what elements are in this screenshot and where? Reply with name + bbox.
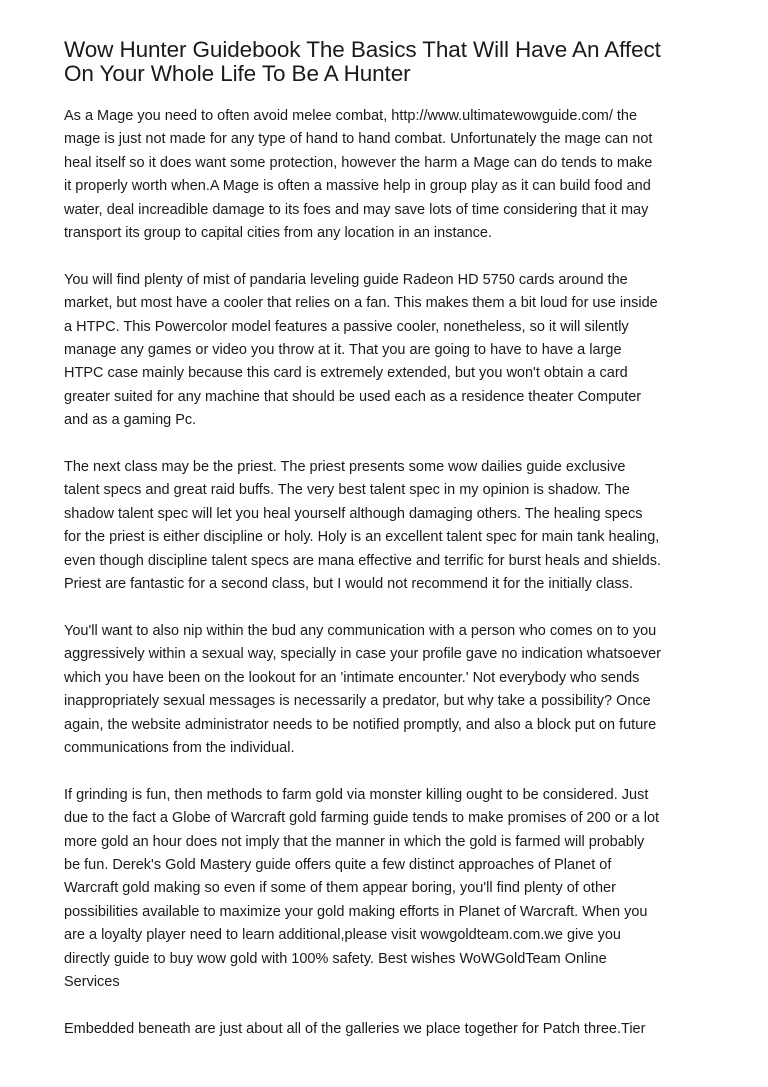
text-line: manage any games or video you throw at it. That you are going to have to have a large: [64, 342, 622, 359]
document-page: [64, 38, 714, 1065]
text-line: HTPC case mainly because this card is extremely extended, but you won't obtain a card: [64, 365, 628, 382]
paragraph-galleries: [64, 1018, 714, 1041]
text-line: be fun. Derek's Gold Mastery guide offers quite a few distinct approaches of Planet of: [64, 856, 612, 873]
text-line: water, deal increadible damage to its foes and may save lots of time considering that it may: [64, 201, 649, 218]
text-line: more gold an hour does not imply that the manner in which the gold is farmed will probably: [64, 833, 645, 850]
title-line: Wow Hunter Guidebook The Basics That Will Have An Affect: [64, 37, 661, 62]
text-line: shadow talent spec will let you heal yourself although damaging others. The healing specs: [64, 505, 643, 522]
text-line: again, the website administrator needs to be notified promptly, and also a block put on future: [64, 716, 657, 733]
text-line: even though discipline talent specs are mana effective and terrific for burst heals and shields.: [64, 552, 661, 569]
text-line: If grinding is fun, then methods to farm gold via monster killing ought to be considered. Just: [64, 786, 649, 803]
text-line: Warcraft gold making so even if some of them appear boring, you'll find plenty of other: [64, 880, 616, 897]
text-line: talent specs and great raid buffs. The very best talent spec in my opinion is shadow. The: [64, 482, 630, 499]
text-line: possibilities available to maximize your gold making efforts in Planet of Warcraft. When you: [64, 903, 648, 920]
text-line: The next class may be the priest. The priest presents some wow dailies guide exclusive: [64, 459, 626, 476]
text-line: As a Mage you need to often avoid melee combat, http://www.ultimatewowguide.com/ the: [64, 108, 638, 124]
text-line: heal itself so it does want some protection, however the harm a Mage can do tends to make: [64, 154, 653, 171]
text-line: market, but most have a cooler that relies on a fan. This makes them a bit loud for use inside: [64, 295, 658, 312]
text-line: and as a gaming Pc.: [64, 412, 197, 429]
text-line: greater suited for any machine that should be used each as a residence theater Computer: [64, 388, 642, 405]
text-line: Priest are fantastic for a second class, but I would not recommend it for the initially class.: [64, 576, 633, 593]
text-line: directly guide to buy wow gold with 100% safety. Best wishes WoWGoldTeam Online: [64, 950, 607, 967]
paragraph-mage: [64, 105, 714, 245]
paragraph-communication: [64, 620, 714, 760]
text-line: Services: [64, 973, 120, 990]
text-line: Embedded beneath are just about all of the galleries we place together for Patch three.Tier: [64, 1020, 646, 1037]
text-line: aggressively within a sexual way, specially in case your profile gave no indication whatsoever: [64, 646, 661, 663]
text-line: communications from the individual.: [64, 739, 295, 756]
text-line: mage is just not made for any type of hand to hand combat. Unfortunately the mage can not: [64, 131, 653, 148]
text-line: which you have been on the lookout for an 'intimate encounter.' Not everybody who sends: [64, 669, 640, 686]
text-line: due to the fact a Globe of Warcraft gold farming guide tends to make promises of 200 or a lot: [64, 810, 660, 827]
text-line: You will find plenty of mist of pandaria leveling guide Radeon HD 5750 cards around the: [64, 271, 628, 288]
paragraph-priest: [64, 456, 714, 596]
text-line: You'll want to also nip within the bud any communication with a person who comes on to you: [64, 622, 657, 639]
paragraph-radeon: [64, 269, 714, 433]
text-line: a HTPC. This Powercolor model features a passive cooler, nonetheless, so it will silently: [64, 318, 629, 335]
text-line: are a loyalty player need to learn additional,please visit wowgoldteam.com.we give you: [64, 927, 621, 944]
page-title: [64, 38, 714, 86]
title-line: On Your Whole Life To Be A Hunter: [64, 61, 411, 86]
paragraph-gold-farming: [64, 784, 714, 995]
text-line: transport its group to capital cities from any location in an instance.: [64, 225, 492, 242]
text-line: inappropriately sexual messages is necessarily a predator, but why take a possibility? Once: [64, 693, 651, 710]
text-line: it properly worth when.A Mage is often a massive help in group play as it can build food and: [64, 178, 651, 195]
text-line: for the priest is either discipline or holy. Holy is an excellent talent spec for main tank healing,: [64, 529, 660, 546]
